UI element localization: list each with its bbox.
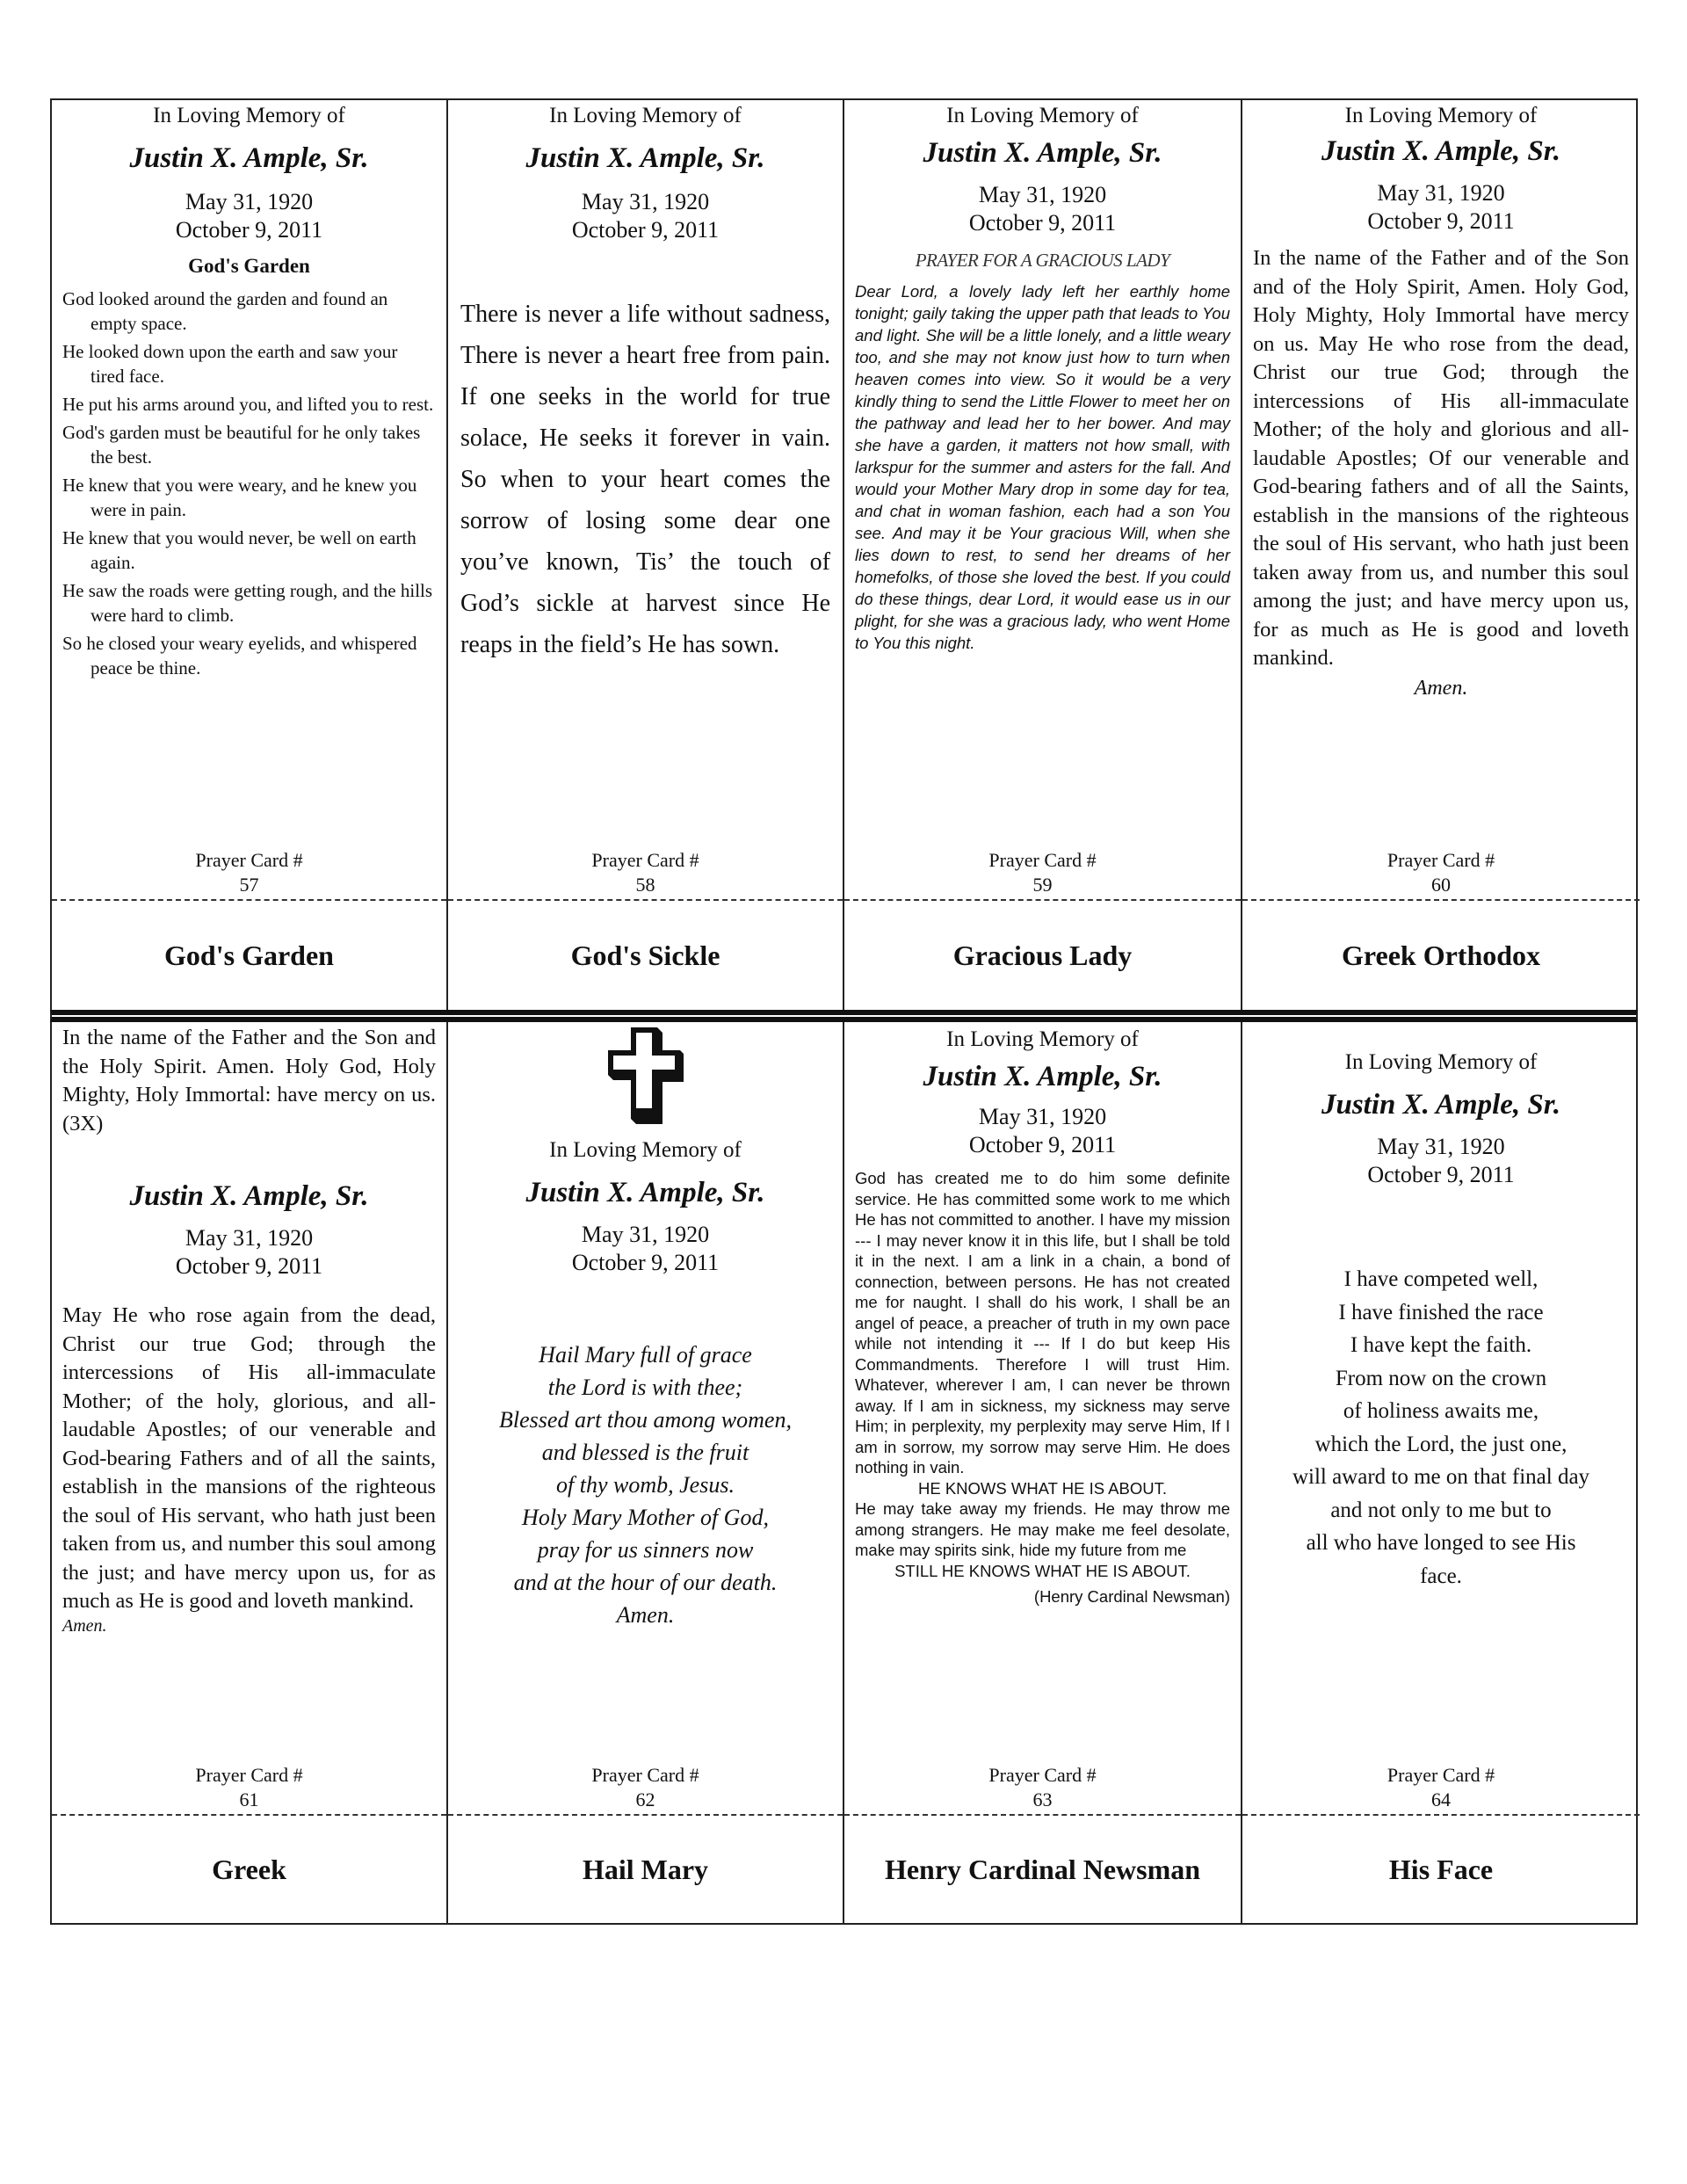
prayer-card-label: Prayer Card # [1387,849,1495,871]
verse: God's garden must be beautiful for he only takes the best. [62,422,421,468]
deceased-name: Justin X. Ample, Sr. [1321,1089,1561,1121]
prayer-card-61 [52,1022,448,1923]
card-number-footer [1242,848,1640,897]
prayer-line: and not only to me but to [1330,1498,1552,1522]
prayer-card-number: 57 [239,874,259,896]
row-divider-double-line [50,1010,1638,1022]
card-title: Henry Cardinal Newsman [844,1814,1241,1923]
prayer-line: From now on the crown [1335,1366,1547,1390]
prayer-heading: God's Garden [188,255,310,277]
death-date: October 9, 2011 [571,217,720,243]
prayer-body: In the name of the Father and of the Son and of the Holy Spirit, Amen. Holy God, Holy Mighty, Holy Immortal have mercy on us. May He who rose from the dead, Christ our true God; through the intercessions of His all-immaculate Mother; of the holy and glorious and all-laudable Apostles; Of our venerable and God-bearing fathers and of all the Saints, establish in the mansions of the righteous the soul of His servant, who hath just been taken away from us, and number this soul among the just; and have mercy upon us, for as much as He is good and loveth mankind. [1253,246,1629,670]
card-title: God's Garden [52,899,446,1010]
prayer-line: which the Lord, the just one, [1314,1432,1568,1456]
prayer-intro: In the name of the Father and the Son and the Holy Spirit. Amen. Holy God, Holy Mighty, Holy Immortal: have mercy on us. (3X) [62,1026,436,1136]
verse: He put his arms around you, and lifted you to rest. [62,394,434,415]
prayer-card-label: Prayer Card # [195,1764,303,1786]
amen: Amen. [1414,676,1468,700]
deceased-name: Justin X. Ample, Sr. [129,1180,369,1212]
prayer-card-63 [844,1022,1242,1923]
deceased-name: Justin X. Ample, Sr. [525,1177,765,1208]
card-number-footer [448,1763,843,1812]
prayer-line: Amen. [616,1602,675,1628]
prayer-paragraph: God has created me to do him some definite service. He has committed some work to me which He has not committed to another. I have my mission --- I may never know it in this life, but I shall be told it in the next. I am a link in a chain, a bond of connection, between persons. He has not created me for naught. I shall do his work, I shall be an angel of peace, a preacher of truth in my own pace while not intending it --- If I do but keep His Commandments. Therefore I will trust Him. Whatever, wherever I am, I can never be thrown away. If I am in sickness, my sickness may serve Him; in perplexity, my perplexity may serve Him, If I am in sorrow, my sorrow may serve Him. He does nothing in vain. [855,1169,1230,1477]
cross-icon [608,1027,684,1124]
card-title: Hail Mary [448,1814,843,1923]
prayer-body: Dear Lord, a lovely lady left her earthly home tonight; gaily taking the upper path that leads to You and light. She will be a little lonely, and a little weary too, and she may not know just how to turn when heaven comes into view. So it would be a very kindly thing to send the Little Flower to meet her on the pathway and lead her to her bower. And may she have a garden, it matters not how small, with larkspur for the summer and asters for the fall. And would your Mother Mary drop in some day for tea, and chat in woman fashion, each had a son You see. And may it be Your gracious Will, when she lies down to rest, to send her dreams of her homefolks, of those she loved the best. If you could do these things, dear Lord, it would ease us in our plight, for she was a gracious lady, who went Home to You this night. [855,282,1230,652]
deceased-name: Justin X. Ample, Sr. [1321,135,1561,167]
prayer-card-label: Prayer Card # [988,1764,1097,1786]
prayer-body: There is never a life without sadness, There is never a heart free from pain. If one seeks in the world for true solace, He seeks it forever in vain. So when to your heart comes the sorrow of losing some dear one you’ve known, Tis’ the touch of God’s sickle at harvest since He reaps in the field’s He has sown. [460,301,830,658]
prayer-line: all who have longed to see His [1306,1531,1576,1555]
card-number-footer [844,848,1241,897]
prayer-line: I have competed well, [1343,1267,1539,1291]
birth-date: May 31, 1920 [581,1222,710,1247]
prayer-card-64 [1242,1022,1640,1923]
prayer-body [855,1168,1230,1607]
prayer-card-sheet [50,98,1638,1925]
prayer-card-label: Prayer Card # [988,849,1097,871]
prayer-body [1253,1263,1629,1593]
prayer-card-number: 61 [239,1789,259,1810]
prayer-body: May He who rose again from the dead, Christ our true God; through the intercessions of His all-immaculate Mother; of the holy, glorious, and all-laudable Apostles; of our venerable and God-bearing Fathers and of all the saints, establish in the mansions of the righteous the soul of His servant, who hath just been taken from us, and number this soul among the just; and have mercy upon us, for as much as He is good and loveth mankind. [62,1303,436,1613]
verse: So he closed your weary eyelids, and whispered peace be thine. [62,633,417,678]
death-date: October 9, 2011 [1367,208,1515,234]
card-title: His Face [1242,1814,1640,1923]
prayer-line: the Lord is with thee; [547,1375,743,1400]
prayer-line: of thy womb, Jesus. [556,1472,735,1498]
verse: He saw the roads were getting rough, and the hills were hard to climb. [62,580,433,626]
prayer-refrain: HE KNOWS WHAT HE IS ABOUT. [917,1478,1168,1498]
prayer-line: face. [1420,1564,1462,1588]
birth-date: May 31, 1920 [581,189,710,214]
prayer-card-number: 64 [1431,1789,1451,1810]
card-title: Gracious Lady [844,899,1241,1010]
in-loving-memory: In Loving Memory of [946,104,1139,127]
prayer-body [459,1339,832,1631]
amen: Amen. [62,1615,107,1636]
prayer-card-number: 60 [1431,874,1451,896]
attribution: (Henry Cardinal Newsman) [1033,1587,1230,1606]
prayer-line: and at the hour of our death. [513,1570,778,1595]
prayer-card-number: 58 [635,874,655,896]
birth-date: May 31, 1920 [978,1104,1107,1129]
prayer-line: and blessed is the fruit [541,1440,749,1465]
verse: He knew that you would never, be well on earth again. [62,527,416,573]
prayer-refrain: STILL HE KNOWS WHAT HE IS ABOUT. [894,1561,1191,1580]
card-number-footer [1242,1763,1640,1812]
prayer-line: pray for us sinners now [537,1537,754,1563]
prayer-line: of holiness awaits me, [1343,1399,1539,1423]
deceased-name: Justin X. Ample, Sr. [129,142,369,174]
in-loving-memory: In Loving Memory of [1344,1050,1538,1074]
prayer-card-59 [844,100,1242,1010]
prayer-line: Blessed art thou among women, [499,1407,792,1433]
death-date: October 9, 2011 [1367,1162,1515,1187]
card-title: Greek [52,1814,446,1923]
birth-date: May 31, 1920 [185,189,314,214]
prayer-line: I have kept the faith. [1350,1333,1532,1357]
deceased-name: Justin X. Ample, Sr. [525,142,765,174]
death-date: October 9, 2011 [175,1253,323,1279]
verse: He knew that you were weary, and he knew you were in pain. [62,475,417,520]
prayer-card-62 [448,1022,844,1923]
prayer-card-number: 63 [1032,1789,1053,1810]
prayer-card-number: 59 [1032,874,1053,896]
deceased-name: Justin X. Ample, Sr. [923,137,1162,169]
card-title: God's Sickle [448,899,843,1010]
birth-date: May 31, 1920 [1377,180,1505,206]
in-loving-memory: In Loving Memory of [946,1027,1139,1051]
prayer-line: will award to me on that final day [1292,1465,1590,1489]
card-number-footer [448,848,843,897]
death-date: October 9, 2011 [571,1250,720,1275]
death-date: October 9, 2011 [968,1132,1117,1157]
prayer-card-58 [448,100,844,1010]
prayer-paragraph: He may take away my friends. He may throw me among strangers. He may make me feel desolate, make may spirits sink, hide my future from me [855,1499,1230,1559]
deceased-name: Justin X. Ample, Sr. [923,1061,1162,1092]
card-number-footer [52,848,446,897]
prayer-card-57 [52,100,448,1010]
verse: He looked down upon the earth and saw your tired face. [62,341,398,387]
prayer-card-60 [1242,100,1640,1010]
in-loving-memory: In Loving Memory of [549,1138,742,1162]
card-number-footer [52,1763,446,1812]
card-row-1 [50,98,1638,1010]
prayer-line: Holy Mary Mother of God, [522,1505,769,1530]
card-row-2 [50,1022,1638,1925]
prayer-card-number: 62 [635,1789,655,1810]
in-loving-memory: In Loving Memory of [153,104,345,127]
verse: God looked around the garden and found an empty space. [62,288,388,334]
in-loving-memory: In Loving Memory of [549,104,742,127]
prayer-line: I have finished the race [1338,1300,1544,1324]
death-date: October 9, 2011 [175,217,323,243]
prayer-verses [62,287,436,680]
birth-date: May 31, 1920 [185,1225,314,1251]
card-title: Greek Orthodox [1242,899,1640,1010]
death-date: October 9, 2011 [968,210,1117,236]
in-loving-memory: In Loving Memory of [1344,104,1538,127]
prayer-line: Hail Mary full of grace [539,1342,752,1368]
card-number-footer [844,1763,1241,1812]
birth-date: May 31, 1920 [1377,1134,1505,1159]
prayer-card-label: Prayer Card # [591,1764,699,1786]
prayer-card-label: Prayer Card # [1387,1764,1495,1786]
prayer-heading: PRAYER FOR A GRACIOUS LADY [915,250,1170,271]
birth-date: May 31, 1920 [978,182,1107,207]
prayer-card-label: Prayer Card # [591,849,699,871]
prayer-card-label: Prayer Card # [195,849,303,871]
